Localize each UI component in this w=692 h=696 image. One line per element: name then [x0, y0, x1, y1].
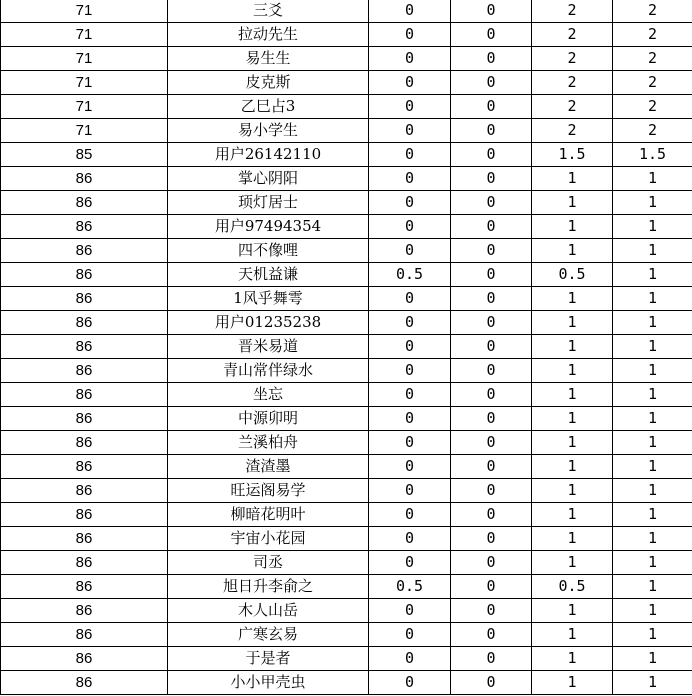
score-a-cell: 0 [369, 95, 451, 119]
score-c-cell: 1 [532, 407, 613, 431]
table-row [1, 623, 692, 647]
score-a-cell: 0 [369, 503, 451, 527]
score-b-cell: 0 [451, 551, 532, 575]
name-cell: 用户01235238 [168, 311, 369, 335]
total-cell: 1 [613, 551, 692, 575]
score-c-cell: 2 [532, 119, 613, 143]
total-cell: 1 [613, 311, 692, 335]
rank-cell: 85 [1, 143, 168, 167]
score-c-cell: 2 [532, 71, 613, 95]
score-b-cell: 0 [451, 167, 532, 191]
score-c-cell: 1 [532, 623, 613, 647]
total-cell: 1 [613, 239, 692, 263]
name-cell: 中源卯明 [168, 407, 369, 431]
name-cell: 四不像哩 [168, 239, 369, 263]
table-row [1, 551, 692, 575]
name-cell: 晋米易道 [168, 335, 369, 359]
table-row [1, 263, 692, 287]
score-a-cell: 0 [369, 623, 451, 647]
total-cell: 2 [613, 119, 692, 143]
table-row [1, 95, 692, 119]
score-c-cell: 0.5 [532, 575, 613, 599]
score-c-cell: 1 [532, 335, 613, 359]
rank-cell: 86 [1, 383, 168, 407]
score-a-cell: 0.5 [369, 263, 451, 287]
rank-cell: 86 [1, 167, 168, 191]
total-cell: 1 [613, 263, 692, 287]
score-c-cell: 1 [532, 239, 613, 263]
score-c-cell: 1 [532, 431, 613, 455]
rank-cell: 86 [1, 527, 168, 551]
name-cell: 用户26142110 [168, 143, 369, 167]
total-cell: 1 [613, 455, 692, 479]
score-c-cell: 1.5 [532, 143, 613, 167]
total-cell: 2 [613, 0, 692, 23]
name-cell: 小小甲壳虫 [168, 671, 369, 695]
rank-cell: 86 [1, 215, 168, 239]
total-cell: 1 [613, 431, 692, 455]
rank-cell: 86 [1, 503, 168, 527]
table-row [1, 647, 692, 671]
name-cell: 1风乎舞雩 [168, 287, 369, 311]
score-c-cell: 1 [532, 479, 613, 503]
name-cell: 木人山岳 [168, 599, 369, 623]
total-cell: 1 [613, 287, 692, 311]
table-row [1, 479, 692, 503]
score-a-cell: 0 [369, 215, 451, 239]
table-row [1, 359, 692, 383]
score-c-cell: 1 [532, 551, 613, 575]
total-cell: 1 [613, 479, 692, 503]
name-cell: 广寒玄易 [168, 623, 369, 647]
rank-cell: 86 [1, 599, 168, 623]
score-c-cell: 1 [532, 287, 613, 311]
name-cell: 皮克斯 [168, 71, 369, 95]
score-b-cell: 0 [451, 431, 532, 455]
total-cell: 2 [613, 47, 692, 71]
name-cell: 易小学生 [168, 119, 369, 143]
name-cell: 三爻 [168, 0, 369, 23]
name-cell: 掌心阴阳 [168, 167, 369, 191]
score-b-cell: 0 [451, 407, 532, 431]
table-row [1, 23, 692, 47]
name-cell: 坐忘 [168, 383, 369, 407]
score-b-cell: 0 [451, 263, 532, 287]
rank-cell: 86 [1, 359, 168, 383]
score-c-cell: 1 [532, 527, 613, 551]
score-b-cell: 0 [451, 215, 532, 239]
score-a-cell: 0 [369, 0, 451, 23]
table-row [1, 119, 692, 143]
table-row [1, 311, 692, 335]
rank-cell: 86 [1, 623, 168, 647]
rank-cell: 86 [1, 671, 168, 695]
table-row [1, 527, 692, 551]
rank-cell: 86 [1, 263, 168, 287]
score-b-cell: 0 [451, 311, 532, 335]
rank-cell: 86 [1, 311, 168, 335]
total-cell: 1 [613, 167, 692, 191]
score-a-cell: 0 [369, 647, 451, 671]
rank-cell: 86 [1, 335, 168, 359]
score-a-cell: 0 [369, 23, 451, 47]
name-cell: 用户97494354 [168, 215, 369, 239]
rank-cell: 71 [1, 95, 168, 119]
score-a-cell: 0 [369, 47, 451, 71]
score-a-cell: 0 [369, 479, 451, 503]
name-cell: 易生生 [168, 47, 369, 71]
name-cell: 拉动先生 [168, 23, 369, 47]
score-a-cell: 0 [369, 71, 451, 95]
score-b-cell: 0 [451, 47, 532, 71]
score-b-cell: 0 [451, 95, 532, 119]
score-b-cell: 0 [451, 71, 532, 95]
score-b-cell: 0 [451, 287, 532, 311]
table-row [1, 671, 692, 695]
rank-cell: 71 [1, 71, 168, 95]
total-cell: 1 [613, 191, 692, 215]
score-b-cell: 0 [451, 383, 532, 407]
score-c-cell: 1 [532, 383, 613, 407]
table-row [1, 383, 692, 407]
table-row [1, 167, 692, 191]
score-b-cell: 0 [451, 527, 532, 551]
total-cell: 1 [613, 335, 692, 359]
name-cell: 宇宙小花园 [168, 527, 369, 551]
score-a-cell: 0 [369, 671, 451, 695]
rank-cell: 71 [1, 0, 168, 23]
rank-cell: 86 [1, 455, 168, 479]
rank-cell: 86 [1, 407, 168, 431]
score-c-cell: 1 [532, 215, 613, 239]
table-row [1, 215, 692, 239]
rank-cell: 71 [1, 119, 168, 143]
score-a-cell: 0 [369, 119, 451, 143]
score-a-cell: 0 [369, 551, 451, 575]
rank-cell: 86 [1, 287, 168, 311]
total-cell: 1 [613, 215, 692, 239]
rank-cell: 86 [1, 647, 168, 671]
table-row [1, 287, 692, 311]
score-b-cell: 0 [451, 359, 532, 383]
score-c-cell: 1 [532, 671, 613, 695]
total-cell: 1 [613, 623, 692, 647]
score-a-cell: 0.5 [369, 575, 451, 599]
score-c-cell: 1 [532, 503, 613, 527]
rank-cell: 71 [1, 23, 168, 47]
score-c-cell: 2 [532, 23, 613, 47]
rank-cell: 86 [1, 191, 168, 215]
score-b-cell: 0 [451, 143, 532, 167]
score-b-cell: 0 [451, 575, 532, 599]
score-a-cell: 0 [369, 599, 451, 623]
score-c-cell: 1 [532, 359, 613, 383]
score-a-cell: 0 [369, 143, 451, 167]
score-a-cell: 0 [369, 167, 451, 191]
score-c-cell: 2 [532, 95, 613, 119]
score-b-cell: 0 [451, 335, 532, 359]
score-a-cell: 0 [369, 431, 451, 455]
score-a-cell: 0 [369, 287, 451, 311]
table-row [1, 239, 692, 263]
table-row [1, 335, 692, 359]
score-b-cell: 0 [451, 239, 532, 263]
score-b-cell: 0 [451, 503, 532, 527]
table-row [1, 455, 692, 479]
score-b-cell: 0 [451, 23, 532, 47]
score-a-cell: 0 [369, 455, 451, 479]
rank-cell: 86 [1, 479, 168, 503]
name-cell: 兰溪柏舟 [168, 431, 369, 455]
score-b-cell: 0 [451, 455, 532, 479]
score-b-cell: 0 [451, 623, 532, 647]
score-c-cell: 1 [532, 647, 613, 671]
score-b-cell: 0 [451, 647, 532, 671]
name-cell: 青山常伴绿水 [168, 359, 369, 383]
table-row [1, 503, 692, 527]
table-row [1, 71, 692, 95]
total-cell: 2 [613, 23, 692, 47]
total-cell: 1 [613, 503, 692, 527]
score-b-cell: 0 [451, 479, 532, 503]
table-body [1, 0, 692, 695]
score-c-cell: 2 [532, 0, 613, 23]
name-cell: 柳暗花明叶 [168, 503, 369, 527]
name-cell: 顼灯居士 [168, 191, 369, 215]
name-cell: 旺运阁易学 [168, 479, 369, 503]
score-c-cell: 1 [532, 599, 613, 623]
table-row [1, 599, 692, 623]
name-cell: 于是者 [168, 647, 369, 671]
table-row [1, 191, 692, 215]
score-b-cell: 0 [451, 0, 532, 23]
score-b-cell: 0 [451, 191, 532, 215]
rank-cell: 86 [1, 239, 168, 263]
score-c-cell: 1 [532, 311, 613, 335]
total-cell: 2 [613, 71, 692, 95]
table-row [1, 407, 692, 431]
name-cell: 天机益谦 [168, 263, 369, 287]
rank-cell: 71 [1, 47, 168, 71]
total-cell: 1 [613, 407, 692, 431]
score-b-cell: 0 [451, 119, 532, 143]
score-a-cell: 0 [369, 383, 451, 407]
score-a-cell: 0 [369, 359, 451, 383]
score-c-cell: 2 [532, 47, 613, 71]
name-cell: 司丞 [168, 551, 369, 575]
rank-cell: 86 [1, 575, 168, 599]
total-cell: 1 [613, 671, 692, 695]
table-row [1, 143, 692, 167]
score-a-cell: 0 [369, 239, 451, 263]
score-a-cell: 0 [369, 407, 451, 431]
score-c-cell: 0.5 [532, 263, 613, 287]
table-row [1, 575, 692, 599]
total-cell: 1.5 [613, 143, 692, 167]
table-row [1, 431, 692, 455]
score-a-cell: 0 [369, 311, 451, 335]
score-a-cell: 0 [369, 191, 451, 215]
score-b-cell: 0 [451, 599, 532, 623]
score-a-cell: 0 [369, 335, 451, 359]
total-cell: 2 [613, 95, 692, 119]
name-cell: 渣渣墨 [168, 455, 369, 479]
total-cell: 1 [613, 575, 692, 599]
score-c-cell: 1 [532, 167, 613, 191]
total-cell: 1 [613, 383, 692, 407]
score-c-cell: 1 [532, 191, 613, 215]
rank-cell: 86 [1, 431, 168, 455]
total-cell: 1 [613, 359, 692, 383]
name-cell: 乙巳占3 [168, 95, 369, 119]
name-cell: 旭日升李俞之 [168, 575, 369, 599]
total-cell: 1 [613, 527, 692, 551]
total-cell: 1 [613, 599, 692, 623]
table-row [1, 47, 692, 71]
table-row [1, 0, 692, 23]
rank-cell: 86 [1, 551, 168, 575]
score-c-cell: 1 [532, 455, 613, 479]
total-cell: 1 [613, 647, 692, 671]
score-b-cell: 0 [451, 671, 532, 695]
score-a-cell: 0 [369, 527, 451, 551]
